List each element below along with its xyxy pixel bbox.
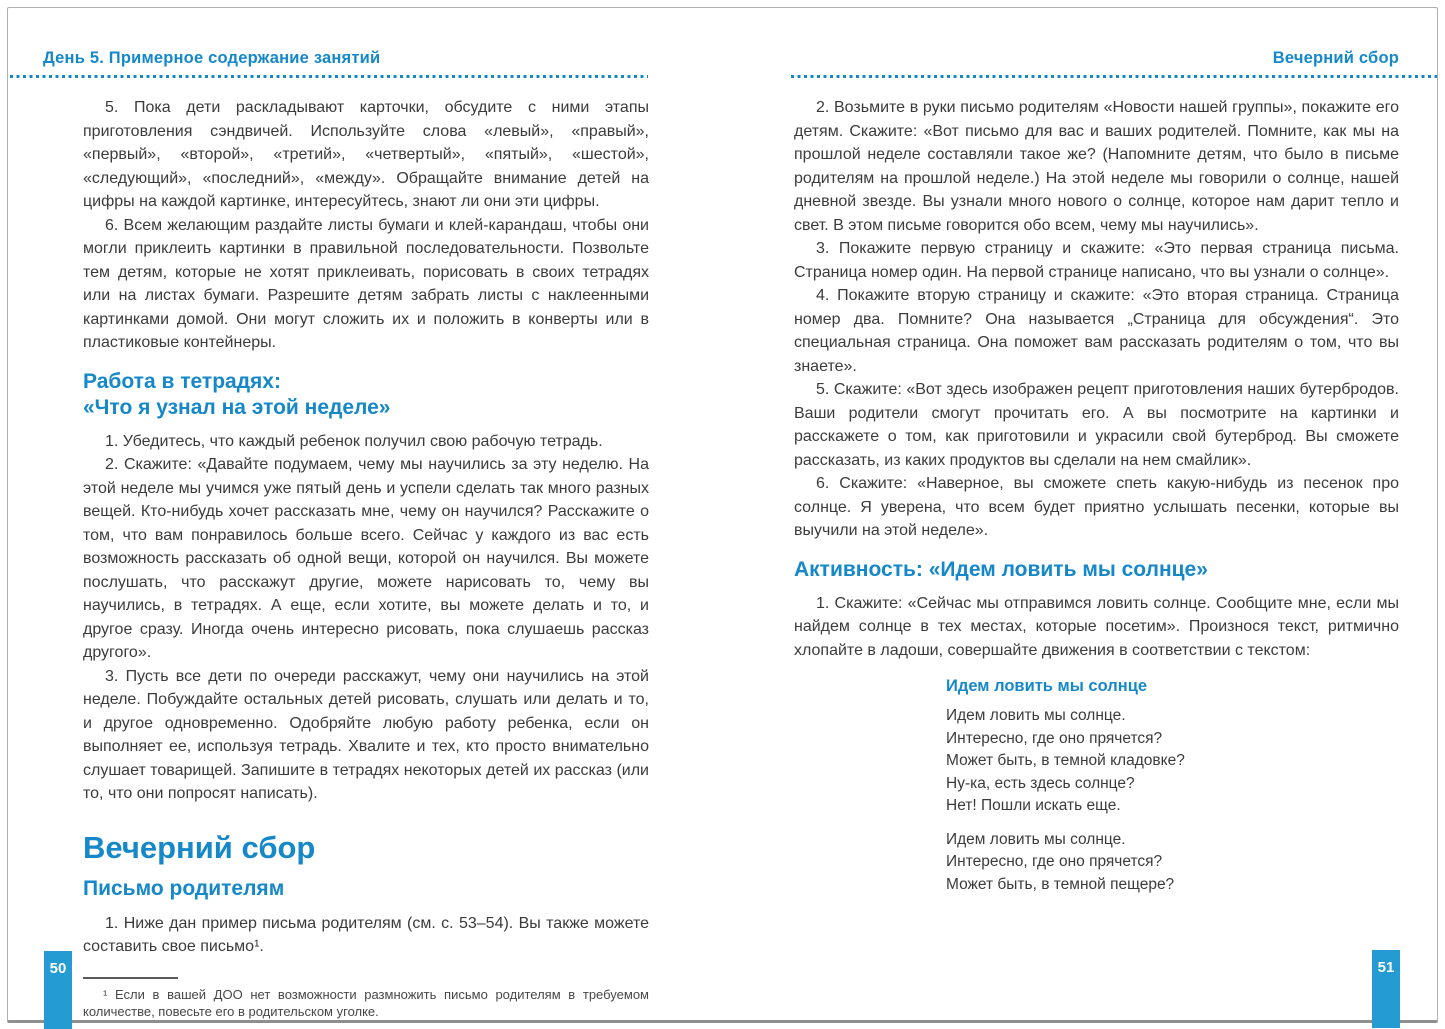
song-stanza-2 (946, 829, 1399, 897)
song-line: Может быть, в темной пещере? (946, 875, 1175, 893)
song-line: Интересно, где оно прячется? (946, 729, 1163, 747)
right-page-body (794, 96, 1399, 907)
left-running-head: День 5. Примерное содержание занятий (43, 49, 381, 67)
song-line: Может быть, в темной кладовке? (946, 752, 1185, 769)
paragraph: 1. Убедитесь, что каждый ребенок получил свою рабочую тетрадь. (105, 432, 603, 450)
left-page-body (83, 96, 649, 1020)
page-number-tab-right: 51 (1372, 950, 1400, 1028)
letter-to-parents-heading: Письмо родителям (83, 876, 285, 900)
song-block (946, 674, 1399, 896)
footnote-text: ¹ Если в вашей ДОО нет возможности размножить письмо родителям в требуемом количестве, повесьте его в родительском уголке. (83, 986, 649, 1019)
footnote-block (83, 977, 649, 1020)
right-dotted-rule (791, 75, 1437, 78)
paragraph: 6. Всем желающим раздайте листы бумаги и клей-карандаш, чтобы они могли приклеить картинки в правильной последовательности. Позвольте тем детям, которые не хотят приклеивать, порисовать в своих тетрадях или на листах бумаги. Разрешите детям забрать листы с наклеенными картинками домой. Они могут сложить их и положить в конверты или в пластиковые контейнеры. (83, 216, 649, 351)
book-page-spread (7, 7, 1438, 1023)
footnote-rule (83, 977, 178, 979)
paragraph: 6. Скажите: «Наверное, вы сможете спеть какую-нибудь из песенок про солнце. Я уверена, что всем будет приятно услышать песенки, которые вы выучили на этой неделе». (794, 475, 1399, 539)
right-running-head: Вечерний сбор (1272, 49, 1399, 67)
song-line: Интересно, где оно прячется? (946, 853, 1163, 870)
paragraph: 1. Ниже дан пример письма родителям (см. с. 53–54). Вы также можете составить свое письмо¹. (83, 914, 649, 955)
page-number-tab-left: 50 (44, 951, 72, 1029)
paragraph: 4. Покажите вторую страницу и скажите: «Это вторая страница. Страница номер два. Помните? Она называется „Страница для обсуждения“. Это специальная страница. Она поможет вам рассказать родителям о том, что вы знаете». (794, 287, 1399, 375)
paragraph: 2. Возьмите в руки письмо родителям «Новости нашей группы», покажите его детям. Скажите: «Вот письмо для вас и ваших родителей. Помните, как мы на прошлой неделе составляли такое же? (Напомните детям, что было в письме родителям на прошлой неделе.) На этой неделе мы говорили о солнце, нашей дневной звезде. Вы узнали много нового о солнце, которое нам дарит тепло и свет. В этом письме говорится обо всем, чему мы научились». (794, 99, 1399, 234)
song-line: Нет! Пошли искать еще. (946, 797, 1121, 814)
notebook-heading-line1: Работа в тетрадях: (83, 369, 281, 393)
notebook-section-heading (83, 369, 649, 421)
song-line: Идем ловить мы солнце. (946, 707, 1126, 724)
paragraph: 1. Скажите: «Сейчас мы отправимся ловить солнце. Сообщите мне, если мы найдем солнце в тех местах, которые посетим». Произнося текст, ритмично хлопайте в ладоши, совершайте движения в соответствии с текстом: (794, 594, 1399, 659)
evening-circle-title: Вечерний сбор (83, 829, 316, 865)
song-line: Ну-ка, есть здесь солнце? (946, 774, 1135, 792)
paragraph: 3. Покажите первую страницу и скажите: «Это первая страница письма. Страница номер один. На первой странице написано, что вы узнали о солнце». (794, 240, 1399, 281)
song-stanza-1 (946, 705, 1399, 818)
paragraph: 3. Пусть все дети по очереди расскажут, чему они научились на этой неделе. Побуждайте остальных детей рисовать, слушать или делать и то, и другое одновременно. Одобряйте любую работу ребенка, если он выполняет ее, используя тетрадь. Хвалите и тех, кто просто внимательно слушает товарищей. Запишите в тетрадях некоторых детей их рассказ (или то, что они попросят написать). (83, 667, 649, 802)
notebook-heading-line2: «Что я узнал на этой неделе» (83, 395, 391, 419)
paragraph: 5. Скажите: «Вот здесь изображен рецепт приготовления наших бутербродов. Ваши родители смогут прочитать его. А вы посмотрите на картинки и расскажете о том, как приготовили и украсили свой бутерброд. Вы сможете рассказать, из каких продуктов вы сделали на нем смайлик». (794, 381, 1399, 469)
paragraph: 5. Пока дети раскладывают карточки, обсудите с ними этапы приготовления сэндвичей. Используйте слова «левый», «правый», «первый», «второй», «третий», «четвертый», «пятый», «шестой», «следующий», «последний», «между». Обращайте внимание детей на цифры на каждой картинке, интересуйтесь, знают ли они эти цифры. (83, 99, 649, 210)
activity-heading: Активность: «Идем ловить мы солнце» (794, 557, 1208, 581)
song-title: Идем ловить мы солнце (946, 677, 1148, 695)
left-dotted-rule (10, 75, 648, 78)
song-line: Идем ловить мы солнце. (946, 830, 1126, 848)
paragraph: 2. Скажите: «Давайте подумаем, чему мы научились за эту неделю. На этой неделе мы учимся уже пятый день и успели сделать так много разных вещей. Кто-нибудь хочет рассказать мне, чему он научился? Расскажите о том, что вам понравилось больше всего. Сейчас у каждого из вас есть возможность рассказать об одной вещи, которой он научился. Вы можете послушать, что расскажут другие, можете нарисовать то, чему вы научились, в тетрадях. А еще, если хотите, вы можете делать и то, и другое сразу. Иногда очень интересно рисовать, пока слушаешь рассказ другого». (83, 456, 649, 661)
